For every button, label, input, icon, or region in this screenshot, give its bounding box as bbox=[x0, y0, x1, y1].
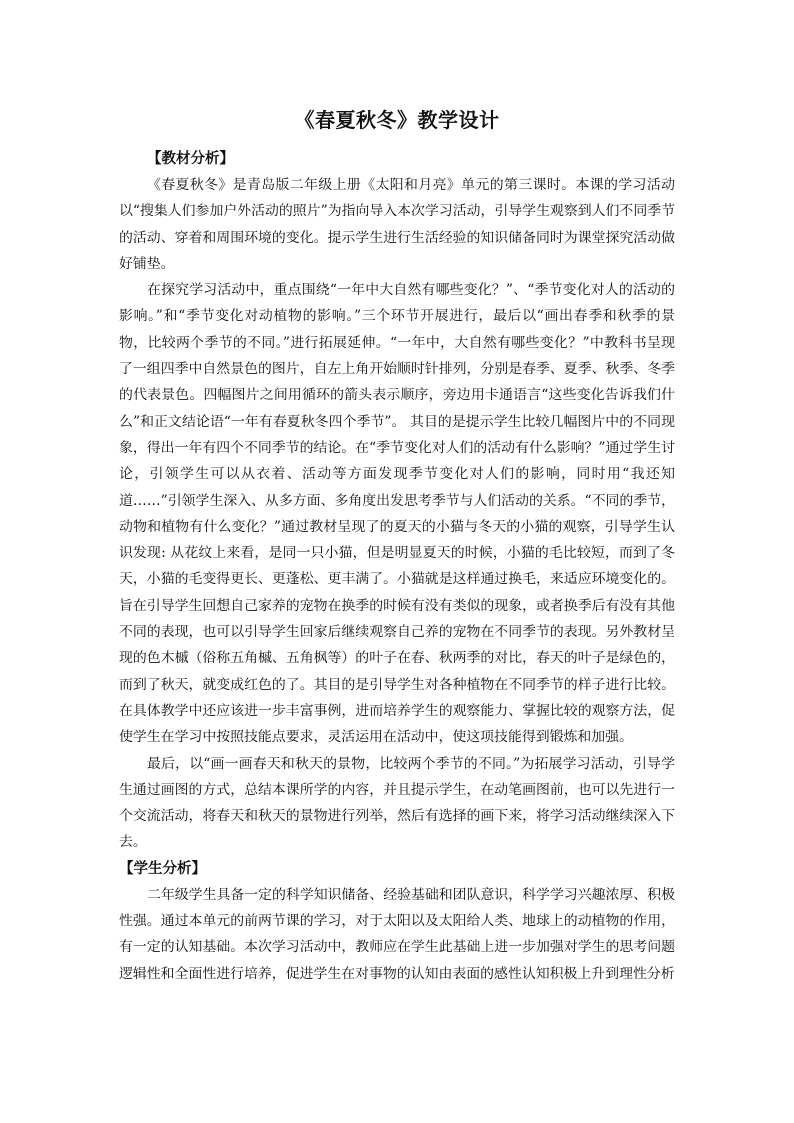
paragraph-textbook-overview: 《春夏秋冬》是青岛版二年级上册《太阳和月亮》单元的第三课时。本课的学习活动以“搜集人们参加户外活动的照片”为指向导入本次学习活动，引导学生观察到人们不同季节的活动、穿着和周围环境的变化。提示学生进行生活经验的知识储备同时为课堂探究活动做好铺垫。 bbox=[119, 177, 675, 272]
section-heading-student-analysis: 【学生分析】 bbox=[119, 859, 206, 877]
document-body bbox=[119, 146, 675, 987]
document-title: 《春夏秋冬》教学设计 bbox=[294, 108, 500, 132]
paragraph-inquiry-activities: 在探究学习活动中，重点围绕“一年中大自然有哪些变化？”、“季节变化对人的活动的影响。”和“季节变化对动植物的影响。”三个环节开展进行，最后以“画出春季和秋季的景物，比较两个季节的不同。”进行拓展延伸。“一年中，大自然有哪些变化？”中教科书呈现了一组四季中自然景色的图片，自左上角开始顺时针排列，分别是春季、夏季、秋季、冬季的代表景色。四幅图片之间用循环的箭头表示顺序，旁边用卡通语言“这些变化告诉我们什么”和正文结论语“一年有春夏秋冬四个季节”。 其目的是提示学生比较几幅图片中的不同现象，得出一年有四个不同季节的结论。在“季节变化对人们的活动有什么影响？”通过学生讨论，引领学生可以从衣着、活动等方面发现季节变化对人们的影响，同时用“我还知道……”引领学生深入、从多方面、多角度出发思考季节与人们活动的关系。“不同的季节，动物和植物有什么变化？”通过教材呈现了的夏天的小猫与冬天的小猫的观察，引导学生认识发现: 从花纹上来看，是同一只小猫，但是明显夏天的时候，小猫的毛比较短，而到了冬天，小猫的毛变得更长、更蓬松、更丰满了。小猫就是这样通过换毛，来适应环境变化的。旨在引导学生回想自己家养的宠物在换季的时候有没有类似的现象，或者换季后有没有其他不同的表现，也可以引导学生回家后继续观察自己养的宠物在不同季节的表现。另外教材呈现的色木槭（俗称五角槭、五角枫等）的叶子在春、秋两季的对比，春天的叶子是绿色的，而到了秋天，就变成红色的了。其目的是引导学生对各种植物在不同季节的样子进行比较。在具体教学中还应该进一步丰富事例，进而培养学生的观察能力、掌握比较的观察方法，促使学生在学习中按照技能点要求，灵活运用在活动中，使这项技能得到锻炼和加强。 bbox=[119, 282, 675, 746]
paragraph-extension-activity: 最后，以“画一画春天和秋天的景物，比较两个季节的不同。”为拓展学习活动，引导学生通过画图的方式，总结本课所学的内容，并且提示学生，在动笔画图前，也可以先进行一个交流活动，将春天和秋天的景物进行列举，然后有选择的画下来，将学习活动继续深入下去。 bbox=[119, 755, 675, 851]
section-heading-textbook-analysis: 【教材分析】 bbox=[147, 150, 234, 167]
paragraph-student-analysis: 二年级学生具备一定的科学知识储备、经验基础和团队意识，科学学习兴趣浓厚、积极性强。通过本单元的前两节课的学习，对于太阳以及太阳给人类、地球上的动植物的作用，有一定的认知基础。本次学习活动中，教师应在学生此基础上进一步加强对学生的思考问题逻辑性和全面性进行培养，促进学生在对事物的认知由表面的感性认知积极上升到理性分析 bbox=[119, 886, 675, 982]
